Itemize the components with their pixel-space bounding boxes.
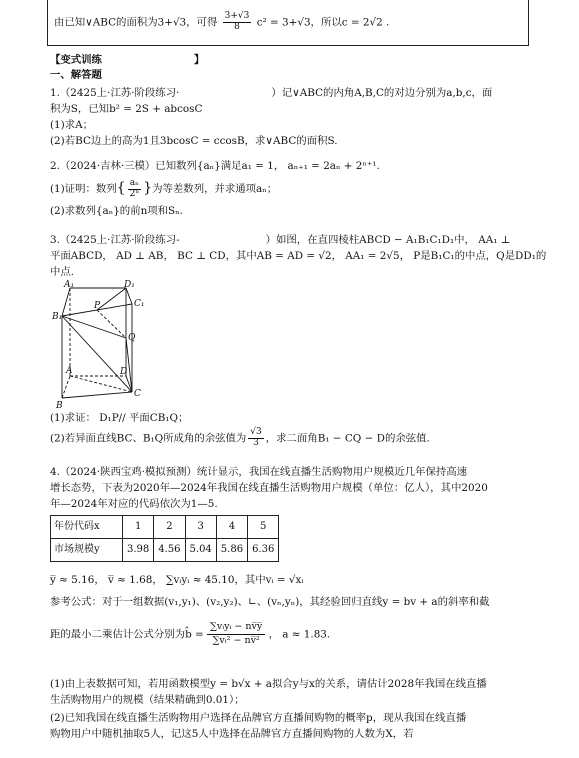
- q4-line2: 增长态势，下表为2020年—2024年我国在线直播生活购物用户规模（单位：亿人），其中2020: [50, 482, 488, 494]
- q3-part2: (2)若异面直线BC、B₁Q所成角的余弦值为 $\frac{√3}{3}$ ，求二面角B₁ − CQ − D的余弦值.: [50, 427, 430, 448]
- ref-fraction: $\frac{\text{∑vᵢyᵢ − nv̅y̅}}{\text{∑vᵢ² − nv̅²}}$: [207, 622, 265, 647]
- q4-part2b: 购物用户中随机抽取5人，记这5人中选择在品牌官方直播间购物的人数为X，若: [50, 728, 414, 740]
- q4-line3: 年—2024年对应的代码依次为1—5.: [50, 498, 218, 510]
- table-cell: 5.86: [216, 539, 247, 562]
- table-cell: 3: [185, 516, 216, 539]
- q3-line1: 3.（2425上·江苏·阶段练习- ）如图，在直四棱柱ABCD − A₁B₁C₁D₁中， AA₁ ⊥: [50, 234, 511, 246]
- table-cell: 1: [123, 516, 154, 539]
- data-table: [50, 515, 279, 562]
- variant-training-heading: 【变式训练 】: [50, 54, 205, 66]
- q3-part1: (1)求证： D₁P// 平面CB₁Q；: [50, 412, 189, 424]
- q4-stats: y̅ ≈ 5.16， v̅ ≈ 1.68， ∑vᵢyᵢ ≈ 45.10，其中vᵢ = √xᵢ: [50, 574, 304, 586]
- table-cell: 2: [154, 516, 185, 539]
- q2-line1: 2.（2024·吉林·三模）已知数列{aₙ}满足a₁ = 1， aₙ₊₁ = 2aₙ + 2ⁿ⁺¹.: [50, 160, 380, 172]
- label-b1: B₁: [52, 312, 63, 322]
- q3-line3: 中点.: [50, 266, 75, 278]
- label-d: D: [120, 367, 128, 377]
- solution-fraction: $\frac{3+√3}{8}$: [224, 11, 250, 32]
- label-d1: D₁: [124, 280, 135, 290]
- section-title: 一、解答题: [50, 69, 102, 81]
- solution-text-end: c² = 3+√3，所以c = 2√2 .: [256, 16, 390, 29]
- table-cell: 5.04: [185, 539, 216, 562]
- q4-ref2: 距的最小二乘估计公式分别为b̂ = $\frac{\text{∑vᵢyᵢ − nv̅y̅}}{\text{∑vᵢ² − nv̅²}}$ ， a ≈ 1.83.: [50, 621, 331, 646]
- q4-part1b: 生活购物用户的规模（结果精确到0.01）；: [50, 694, 245, 706]
- table-cell: 6.36: [248, 539, 279, 562]
- q2-part1: (1)证明：数列{ $\frac{\text{aₙ}}{\text{2ⁿ}}$ }为等差数列，并求通项aₙ；: [50, 177, 278, 199]
- label-q: Q: [128, 333, 136, 343]
- q4-line1: 4.（2024·陕西宝鸡·模拟预测）统计显示，我国在线直播生活购物用户规模近几年保持高速: [50, 466, 468, 478]
- table-cell: 4.56: [154, 539, 185, 562]
- q4-ref1: 参考公式：对于一组数据(v₁,y₁)、(v₂,y₂)、∟、(vₙ,yₙ)，其经验回归直线y = bv + a的斜率和截: [50, 596, 490, 608]
- q4-part2a: (2)已知我国在线直播生活购物用户选择在品牌官方直播间购物的概率p，现从我国在线直播: [50, 712, 467, 724]
- table-cell: 4: [216, 516, 247, 539]
- table-header: 年份代码x: [51, 516, 123, 539]
- q4-part1a: (1)由上表数据可知，若用函数模型y = b√x + a拟合y与x的关系，请估计2028年我国在线直播: [50, 678, 487, 690]
- q1-part2: (2)若BC边上的高为1且3bcosC = ccosB，求∨ABC的面积S.: [50, 135, 338, 147]
- q1-line2: 积为S，已知b² = 2S + abcosC: [50, 103, 203, 115]
- label-c: C: [134, 389, 141, 399]
- label-a: A: [66, 366, 73, 376]
- label-c1: C₁: [134, 299, 145, 309]
- table-cell: 5: [248, 516, 279, 539]
- q1-line1: 1.（2425上·江苏·阶段练习· ）记∨ABC的内角A,B,C的对边分别为a,b,c，面: [50, 87, 493, 99]
- table-cell: 3.98: [123, 539, 154, 562]
- table-row: [51, 539, 279, 562]
- q3-fraction: $\frac{√3}{3}$: [250, 427, 262, 448]
- label-p: P: [94, 301, 101, 311]
- q1-part1: (1)求A；: [50, 119, 94, 131]
- q2-part2: (2)求数列{aₙ}的前n项和Sₙ.: [50, 205, 183, 217]
- solution-text: 由已知∨ABC的面积为3+√3，可得: [54, 16, 218, 29]
- q2-fraction: $\frac{\text{aₙ}}{\text{2ⁿ}}$: [129, 177, 140, 199]
- table-header: 市场规模y: [51, 539, 123, 562]
- label-b: B: [56, 401, 63, 410]
- prism-figure: [52, 280, 152, 410]
- table-row: [51, 516, 279, 539]
- q3-line2: 平面ABCD， AD ⊥ AB， BC ⊥ CD，其中AB = AD = √2， AA₁ = 2√5， P是B₁C₁的中点，Q是DD₁的: [50, 250, 547, 262]
- previous-solution-box: [47, 0, 529, 46]
- label-a1: A₁: [64, 280, 75, 290]
